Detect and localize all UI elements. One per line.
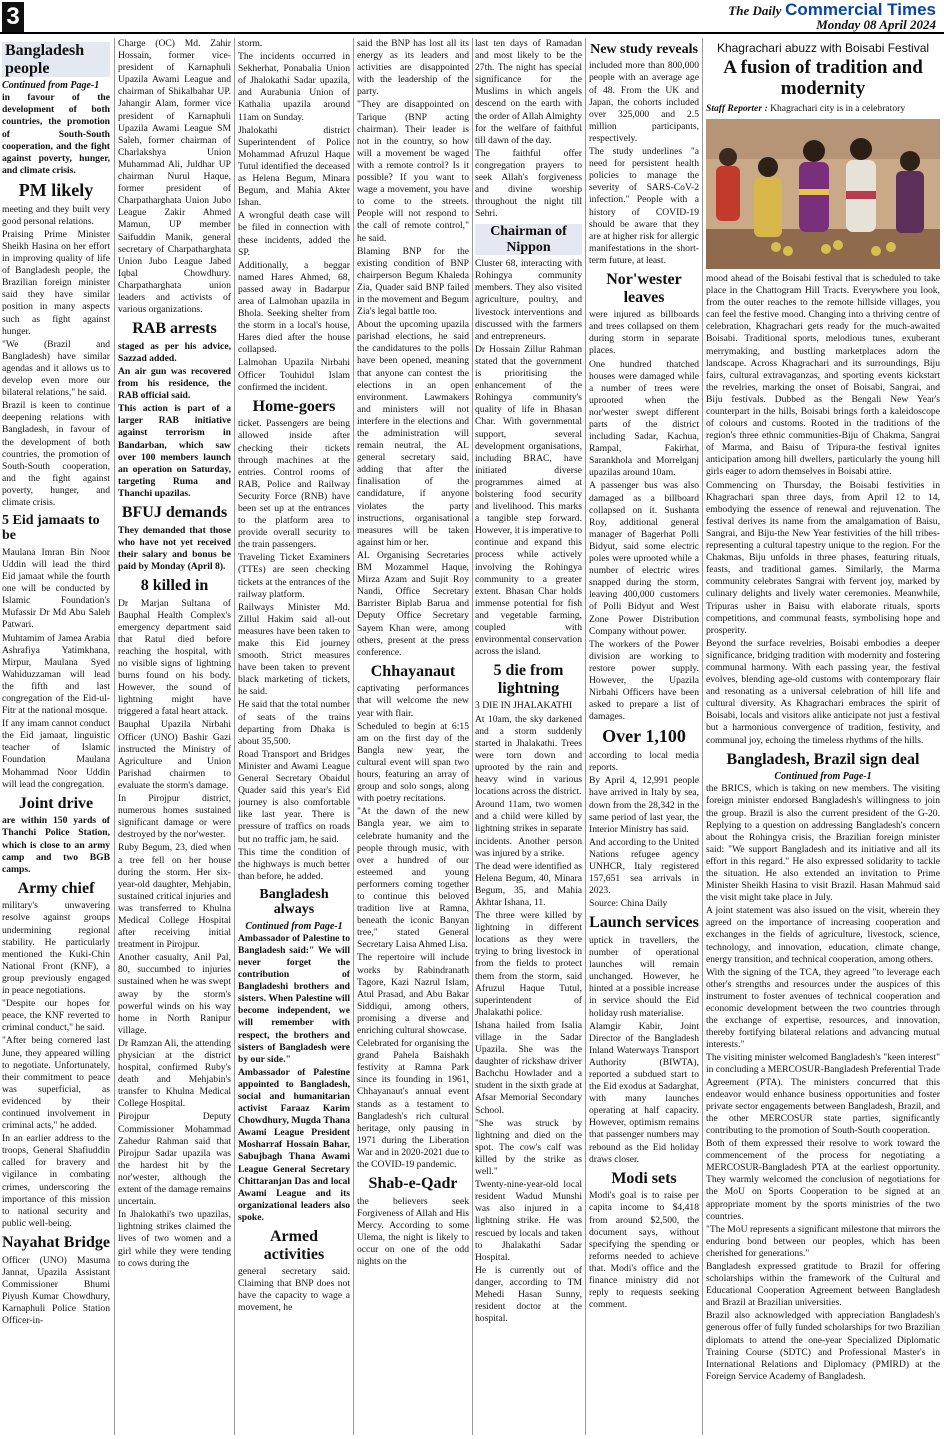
paragraph: Bauphal Upazila Nirbahi Officer (UNO) Bashir Gazi instructed the Ministry of Agriculture and Union Parishad chairmen to evaluate the storm's damage. [118,719,231,791]
column-6 [589,38,699,1437]
headline: 5 Eid jamaats to be [2,513,100,544]
headline: Army chief [17,879,95,897]
headline: Bangladesh always [259,886,329,918]
column-5 [475,38,582,1437]
paragraph: The visiting minister welcomed Bangladesh's "keen interest" in concluding a MERCOSUR-Bangladesh Preferential Trade Agreement (PTA). The ministers concurred that this endeavor would enhance business opportunities and foster private sector engagements between Bangladesh, Brazil, and the other MERCOSUR state parties, significantly contributing to the promotion of South-South cooperation. [706,1052,940,1136]
paragraph: The repertoire will include works by Rabindranath Tagore, Kazi Nazrul Islam, Atul Prasad, and Abu Bakar Siddiqui, among others, promising a diverse and enriching cultural showcase. [357,952,469,1036]
headline: Home-goers [252,397,336,415]
paragraph: "At the dawn of the new Bangla year, we aim to celebrate humanity and the people through music, with over a hundred of our esteemed and young performers coming together to continue this beloved tradition live at Ramna, beneath the iconic Banyan tree," stated General Secretary Laisa Ahmed Lisa. [357,806,469,951]
paragraph: Additionally, a beggar named Hares Ahmed, 68, passed away in Badarpur area of Lalmohan upazila in Bhola. Seeking shelter from the storm in a local's house, Hares died after the house collapsed. [238,259,350,356]
brand-name: Commercial Times [785,0,936,19]
paragraph: By April 4, 12,991 people have arrived in Italy by sea, down from the 28,342 in the same period of last year, the Interior Ministry has said. [589,775,699,835]
paragraph: In an earlier address to the troops, General Shafiuddin called for bravery and vigilance in combating crimes, underscoring the importance of this mission to national security and public well-being. [2,1133,110,1229]
paragraph: Both of them expressed their resolve to work toward the commencement of the process for negotiating a MERCOSUR-Bangladesh PTA at the earliest opportunity. They warmly welcomed the conclusion of negotiations for the MoU on Sports Cooperation to be signed at an appropriate moment by the sports ministries of the two countries. [706,1138,940,1222]
headline: BFUJ demands [121,503,228,521]
paragraph: Jhalokathi district Superintendent of Police Mohammad Afruzul Haque Tutul identified the deceased as Helena Begum, Minara Begum, and Mahia Akter Ishan. [238,124,350,209]
column-4 [357,38,469,1437]
paragraph: Around 11am, two women and a child were killed by lightning strikes in separate incidents. Another person was injured by a strike. [475,799,582,859]
headline: RAB arrests [132,320,217,338]
paragraph: Muhtamim of Jamea Arabia Ashrafiya Yatimkhana, Mirpur, Maulana Syed Wahiduzzaman will lead the fifth and last congregation of the Eid-ul-Fitr at the national mosque. [2,632,110,717]
paragraph: About the upcoming upazila parishad elections, he said the candidatures to the polls have been opened, meaning that anyone can contest the elections in an open environment. Lawmakers and ministers will not interfere in the elections and the administration will remain neutral, the AL general secretary said, adding that after the finalisation of the candidature, if anyone violates the party instructions, organisational measures will be taken against him or her. [357,319,469,548]
person-figure [846,138,876,232]
headline: Bangladesh people [2,42,110,77]
paragraph: The dead were identified as Helena Begum, 40, Minara Begum, 35, and Mahia Akhtar Ishana, 11. [475,860,582,908]
paragraph: Twenty-nine-year-old local resident Wadud Munshi was also injured in a lightning strike. He was rescued by locals and taken to Jhalakathi Sadar Hospital. [475,1179,582,1263]
paragraph: Lalmohan Upazila Nirbahi Officer Touhidul Islam confirmed the incident. [238,357,350,393]
paragraph: Brazil also acknowledged with appreciation Bangladesh's generous offer of fully funded scholarships for two Brazilian diplomats to attend the one-year Specialized Diplomatic Training Course (SDTC) and Professional Master's in International Relations and Diplomacy (PMIRD) at the Foreign Service Academy of Bangladesh. [706,1310,940,1382]
paragraph: Dr Hossain Zillur Rahman stated that the government is prioritising the enhancement of the Rohingya community's quality of life in Bhasan Char. With governmental support, several development organisations, including BRAC, have initiated diverse programmes aimed at bolstering food security and livelihood. This marks a tangible step forward. However, it is imperative to continue and expand this process while actively involving the Rohingya community to a greater extent. Bhasan Char holds immense potential for fish and vegetable farming, coupled with environmental conservation across the island. [475,343,582,658]
continued-note: Continued from Page-1 [2,80,100,92]
paragraph: meeting and they built very good personal relations. [2,203,110,227]
column-2 [118,38,231,1437]
paragraph: Beyond the surface revelries, Boisabi embodies a deeper significance, bridging tradition with modernity and fostering communal harmony. With each passing year, the festival evolves, blending age-old customs with contemporary flair and resonating as a universal celebration of hill life and cultural diversity. As Khagrachari embraces the spirit of Boisabi, locals and visitors alike anticipate not just a festival but a harmonious convergence of tradition, festivity, and communal joy, echoing the timeless rhythms of the hills. [706,637,940,746]
paragraph: staged as per his advice, Sazzad added. [118,340,231,364]
headline: Modi sets [611,1169,677,1187]
masthead [0,0,944,34]
paragraph: ticket. Passengers are being allowed inside after checking their tickets through machines at the entries. Control rooms of RAB, Police and Railway Security Force (RNB) have been set up at the entrances to the platform area to provide overall security to the train passengers. [238,418,350,551]
column-1 [2,38,110,1437]
person-figure [716,148,740,221]
paragraph: Celebrated for organising the grand Pahela Baishakh festivity at Ramna Park since its founding in 1961, Chhayanaut's annual event stands as a testament to Bangladesh's rich cultural heritage, only pausing in 1971 during the Liberation War and in 2020-2021 due to the COVID-19 pandemic. [357,1038,469,1171]
headline: Armed activities [263,1228,325,1263]
paragraph: With the signing of the TCA, they agreed "to leverage each other's strengths and resources under the auspices of this instrument to foster avenues of technical cooperation and economic development between the two countries through the exchange of expertise, resources, and innovation, thereby fortifying bilateral relations and advancing mutual interests." [706,966,940,1051]
kicker: Khagrachari abuzz with Boisabi Festival [716,41,930,55]
paragraph: They demanded that those who have not yet received their salary and bonus be paid by Monday (April 8). [118,524,231,572]
column-divider [702,38,703,1435]
headline: 5 die from lightning [493,662,564,697]
continued-note: Continued from Page-1 [774,771,872,783]
paragraph: Blaming BNP for the existing condition of BNP chairperson Begum Khaleda Zia, Quader said BNP failed in the movement and Begum Zia's legal battle too. [357,245,469,318]
paragraph: Another casualty, Anil Pal, 80, succumbed to injuries sustained when he was swept away by the storm's powerful winds on his way home in North Ranipur village. [118,952,231,1036]
paragraph: "We (Brazil and Bangladesh) have similar agendas and it allows us to develop even more our bilateral relations," he said. [2,338,110,399]
paragraph: In Pirojpur district, numerous homes sustained significant damage or were destroyed by the nor'wester. [118,793,231,841]
paragraph: 3 DIE IN JHALAKATHI [475,700,573,712]
paragraph: mood ahead of the Boisabi festival that is scheduled to take place in the Chattogram Hill Tracts. Everywhere you look, from the outer reaches to the remote hillside villages, you can feel the festive mood. Changing into a thriving centre of celebration, Khagrachari gets ready for the much-awaited Boisabi. Traditional sports, melodious tunes, exuberant merrymaking, and bustling marketplaces adorn the landscape. Across Khagrachari and its surroundings, Biju fairs, cultural extravaganzas, and sporting events kickstart the revelries, marking the onset of Boisabi, Sangrai, and Biju festivals. Dubbed as the Bengali New Year's counterpart in the hills, Boisabi brings forth a kaleidoscope of colours and customs. Rooted in the traditions of the region's three ethnic communities-Biju of Chakma, Sangrai of Marma, and Baisu of Tripura-the festival ignites anticipation among hill dwellers, particularly the young hill girls eager to adorn themselves in Boisabi attire. [706,272,940,478]
column-3 [238,38,350,1437]
paragraph: were injured as billboards and trees collapsed on them during storm in separate places. [589,309,699,357]
paragraph: general secretary said. Claiming that BNP does not have the capacity to wage a movement, he [238,1266,350,1314]
column-divider [585,38,586,1435]
paragraph: A wrongful death case will be filed in connection with these incidents, added the SP. [238,210,350,258]
paragraph: "After being cornered last June, they appeared willing to negotiate. Unfortunately, their commitment to peace was superficial, as evidenced by their continued involvement in criminal acts," he added. [2,1035,110,1132]
paragraph: Ambassador of Palestine to Bangladesh said:" We will never forget the contribution of Bangladeshi brothers and sisters. When Palestine will become independent, we will remember with respect, the brothers and sisters of Bangladesh were by our side." [238,932,350,1065]
paragraph: Modi's goal is to raise per capita income to $4,418 from around $2,500, the document says, without specifying the spending or reforms needed to achieve that. Modi's office and the finance ministry did not reply to requests seeking comment. [589,1190,699,1311]
headline: Launch services [589,914,699,932]
headline: Chairman of Nippon [475,224,582,255]
continued-note: Continued from Page-1 [245,920,343,932]
paragraph: This action is part of a larger RAB initiative against terrorism in Bandarban, which saw over 100 members launch an operation on Saturday, targeting Ruma and Thanchi upazilas. [118,403,231,499]
paragraph: This time the condition of the highways is much better than before, he added. [238,846,350,882]
paragraph: storm. [238,38,263,49]
paragraph: Praising Prime Minister Sheikh Hasina on her effort in improving quality of life of Bangladesh people, the Brazilian foreign minister said they have similar position in many aspects such as fight against hunger. [2,228,110,337]
page-number: 3 [2,2,24,32]
paragraph: The faithful offer congregation prayers to seek Allah's forgiveness and divine worship throughout the night till Sehri. [475,147,582,220]
paragraph: Railways Minister Md. Zillul Hakim said all-out measures have been taken to make this Eid journey smooth. Strict measures have been taken to prevent black marketing of tickets, he said. [238,601,350,698]
paragraph: the believers seek Forgiveness of Allah and His Mercy. According to some Ulema, the night is likely to occur on one of the odd nights on the [357,1195,469,1268]
paragraph: An air gun was recovered from his residence, the RAB official said. [118,365,231,402]
paragraph: Dr Marjan Sultana of Bauphal Health Complex's emergency department said that Ratul died before reaching the hospital, with no visible signs of lightning burns found on his body. However, the sound of lightning might have triggered a fatal heart attack. [118,597,231,718]
paragraph: "Despite our hopes for peace, the KNF reverted to criminal conduct," he said. [2,998,110,1034]
issue-date: Monday 08 April 2024 [816,17,936,32]
column-7 [706,38,940,1437]
headline: Shab-e-Qadr [368,1175,458,1193]
column-divider [114,38,115,1435]
paragraph: Maulana Imran Bin Noor Uddin will lead the third Eid jamaat while the fourth one will be conducted by Islamic Foundation's Mufassir Dr Md Abu Saleh Patwari. [2,546,110,631]
paragraph: AL Organising Secretaries BM Mozammel Haque, Mirza Azam and Sujit Roy Nandi, Office Secretary Barrister Biplab Barua and Deputy Office Secretary Sayem Khan were, among others, present at the press conference. [357,549,469,658]
paragraph: Officer (UNO) Masuma Jannat, Upazila Assistant Commissioner Bhumi Piyush Kumar Chowdhury, Karnaphuli Police Station Officer-in- [2,1254,110,1326]
paragraph: Ambassador of Palestine appointed to Bangladesh, social and humanitarian activist Faraaz Karim Chowdhury, Mugda Thana Awami League President Mosharraf Hossain Bahar, Sabujbagh Thana Awami League General Secretary Chittaranjan Das and local Awami League and its organizational leaders also spoke. [238,1066,350,1223]
paragraph: The incidents occurred in Sekherhat, Ponabalia Union of Jhalokathi Sadar upazila, and Aurabunia Union of Kathalia upazila around 11am on Sunday. [238,51,350,123]
paragraph: Cluster 68, interacting with Rohingya community members. They also visited agriculture, poultry, and livestock interventions and discussed with the farmers and entrepreneurs. [475,258,582,342]
column-divider [353,38,354,1435]
festival-photo [706,119,940,269]
paragraph: Pirojpur Deputy Commissioner Mohammad Zahedur Rahman said that Pirojpur Sadar upazila was the hardest hit by the nor'wester, although the extent of the damage remains uncertain. [118,1111,231,1208]
paragraph: A joint statement was also issued on the visit, wherein they agreed on the importance of increasing cooperation and exchanges in the fields of agriculture, livestock, science, technology, and innovation, education, climate change, energy transition, and technical cooperation, among others. [706,905,940,965]
paragraph: Charge (OC) Md. Zahir Hossain, former vice-president of Karnaphuli Upazila Awami League and chairman of Shikalbahar UP. Jahangir Alam, former vice president of Karnaphuli Upazila Awami League SM Saleh, former chairman of Charlakshya Union Muhammad Ali, Juldhar UP chairman Nurul Haque, former president of Charpatharghata Union Jubo League Zakir Ahmed Mamun, UP member Saifuddin Manik, general secretary of Charpatharghata Union Jubo League Jabed Iqbal Chowdhury. Charpatharghata union leaders and activists of various organizations. [118,38,231,316]
paragraph: military's unwavering resolve against groups undermining regional stability. He particularly mentioned the Kuki-Chin National Front (KNF), a group previously engaged in peace negotiations. [2,900,110,997]
paragraph: Alamgir Kabir, Joint Director of the Bangladesh Inland Waterways Transport Authority (BIWTA), reported a subdued start to the Eid exodus at Sadarghat, with many launches operating at half capacity. However, optimism remains that passenger numbers may rebound as the Eid holiday draws closer. [589,1020,699,1165]
paragraph: Traveling Ticket Examiners (TTEs) are seen checking tickets at the entrances of the railway platform. [238,552,350,600]
paragraph: Ruby Begum, 23, died when a tree fell on her house during the storm. Her six-year-old daughter, Mehjabin, sustained critical injuries and was transferred to Khulna Medical College Hospital after receiving initial treatment in Pirojpur. [118,842,231,951]
person-figure [799,140,829,232]
paragraph: In Jhalokathi's two upazilas, lightning strikes claimed the lives of two women and a girl while they were tending to cows during the [118,1209,231,1269]
column-divider [234,38,235,1435]
paragraph: And according to the United Nations refugee agency UNHCR, Italy registered 157,651 sea arrivals in 2023. [589,836,699,897]
paragraph: are within 150 yards of Thanchi Police Station, which is close to an army camp and two BGB camps. [2,815,110,875]
paragraph: last ten days of Ramadan and most likely to be the 27th. The night has special significance for the Muslims in which angels descend on the earth with the order of Allah Almighty for the welfare of faithful till dawn of the day. [475,38,582,146]
paragraph: A passenger bus was also damaged as a billboard collapsed on it. Sushanta Roy, additional general manager of Bagerhat Polli Bidyut, said some electric poles were uprooted while a number of electric wires snapped during the storm, leaving 400,000 customers of Polli Bidyut and West Zone Power Distribution Company without power. [589,480,699,637]
byline: Staff Reporter : Khagrachari city is in a celebratory [706,102,906,114]
paragraph: uptick in travellers, the number of operational launches will remain unchanged. However, he hinted at a possible increase in service should the Eid holiday rush materialise. [589,934,699,1019]
paragraph: At 10am, the sky darkened and a storm suddenly started in Jhalakathi. Trees were torn down and uprooted by the rain and heavy wind in various locations across the district. [475,713,582,798]
paragraph: Road Transport and Bridges Minister and Awami League General Secretary Obaidul Quader said this year's Eid journey is also comfortable like last year. There is pressure of traffics on roads but no traffic jam, he said. [238,748,350,845]
headline: Joint drive [18,794,94,812]
headline: 8 killed in [140,576,209,594]
paragraph: Ishana hailed from Isalia village in the Sadar Upazila. She was the daughter of rickshaw driver Bachchu Howlader and a student in the sixth grade at Afsar Memorial Secondary School. [475,1019,582,1116]
paragraph: "The MoU represents a significant milestone that mirrors the enduring bond between our peoples, which has been cherished for generations." [706,1223,940,1259]
headline: Nayahat Bridge [2,1233,110,1251]
paragraph: He said that the total number of seats of the trains departing from Dhaka is about 35,500. [238,699,350,747]
paragraph: according to local media reports. [589,750,699,774]
headline: Nor'wester leaves [606,270,682,306]
headline: A fusion of tradition and modernity [723,57,923,99]
paragraph: in favour of the development of both countries, the promotion of South-South cooperation, and the fight against poverty, hunger, and climate crisis. [2,92,110,176]
paragraph: Dr Ramzan Ali, the attending physician at the district hospital, confirmed Ruby's death and Mehjabin's transfer to Khulna Medical College Hospital. [118,1037,231,1110]
paragraph: Scheduled to begin at 6:15 am on the first day of the Bangla new year, the cultural event will span two hours, featuring an array of group and solo songs, along with poetry recitations. [357,720,469,805]
paragraph: He is currently out of danger, according to TM Mehedi Hasan Sunny, resident doctor at the hospital. [475,1264,582,1325]
headline: PM likely [18,179,94,200]
paragraph: Commencing on Thursday, the Boisabi festivities in Khagrachari span three days, from April 12 to 14, embodying the essence of renewal and rejuvenation. The festival derives its name from the amalgamation of Baisu, Sangrai, and Biju-the New Year festivities of the hill tribes-representing a cultural tapestry unique to the region. For the Chakmas, Biju unfolds in three phases, featuring rituals, feasts, and traditional games. Similarly, the Marma community celebrates Sangrai with fervent joy, marked by culinary delights and lively water ceremonies. Meanwhile, Tripuras usher in Baisu with elaborate rituals, sports competitions, and communal feasts, symbolising hope and prosperity. [706,479,940,636]
headline: Over 1,100 [602,726,686,747]
paragraph: The workers of the Power division are working to restore power supply. However, the Upazila Nirbahi Officers have been asked to prepare a list of damages. [589,638,699,723]
paragraph: The study underlines "a need for persistent health policies to manage the severity of SARS-CoV-2 infection." People with a history of COVID-19 should be aware that they are at higher risk for allergic manifestations in the short-term future, at least. [589,146,699,266]
headline: New study reveals [590,42,698,57]
paragraph: "She was struck by lightning and died on the spot. The cow's calf was killed by the strike as well." [475,1117,582,1178]
paragraph: "They are disappointed on Tarique (BNP acting chairman). Their leader is not in the country, so how will a movement be waged with a remote control? Is it possible? If you want to wage a movement, you have to come to the streets. People will not respond to the call of remote control," he said. [357,99,469,244]
paragraph: Source: China Daily [589,898,668,910]
paragraph: included more than 800,000 people with an average age of 48. From the UK and Japan, the cohorts included over 325,000 and 2.5 million participants, respectively. [589,60,699,144]
paragraph: Bangladesh expressed gratitude to Brazil for offering scholarships within the framework of the Cultural and Educational Cooperation Agreement between Bangladesh and Brazil at Brazilian universities. [706,1260,940,1309]
paragraph: If any imam cannot conduct the Eid jamaat, linguistic teacher of Islamic Foundation Maulana Mohammad Noor Uddin will lead the congregation. [2,718,110,790]
paragraph: One hundred thatched houses were damaged while a number of trees were uprooted when the nor'wester swept different parts of the district including Sadar, Kachua, Rampal, Fakirhat, Sarankhola and Morrelganj upazilas around 10am. [589,358,699,479]
paragraph: Brazil is keen to continue deepening relations with Bangladesh, in favour of the development of both countries, the promotion of South-South cooperation, and the fight against poverty, hunger, and climate crisis. [2,400,110,508]
brand-prefix: The Daily [728,3,782,18]
headline: Chhayanaut [370,662,456,680]
paragraph: The three were killed by lightning in different locations as they were trying to bring livestock in from the fields to protect them from the storm, said Afruzul Haque Tutul, superintendent of Jhalakathi police. [475,910,582,1018]
paragraph: said the BNP has lost all its energy as its leaders and activities are disappointed with the leadership of the party. [357,38,469,98]
column-divider [472,38,473,1435]
headline: Bangladesh, Brazil sign deal [726,750,920,768]
paragraph: captivating performances that will welcome the new year with flair. [357,683,469,719]
paragraph: the BRICS, which is taking on new members. The visiting foreign minister endorsed Bangladesh's willingness to join the group. Brazil is also the current president of the G-20. Replying to a question on addressing Bangladesh's concern about the Rohingya crisis, the Brazilian foreign minister said: "We support Bangladesh and its initiative and all its effort in this regard." He also expressed solidarity to tackle the situation. He also extended an invitation to Prime Minister Sheikh Hasina to visit Brazil. Hasan Mahmud said the visit might take place in July. [706,783,940,904]
